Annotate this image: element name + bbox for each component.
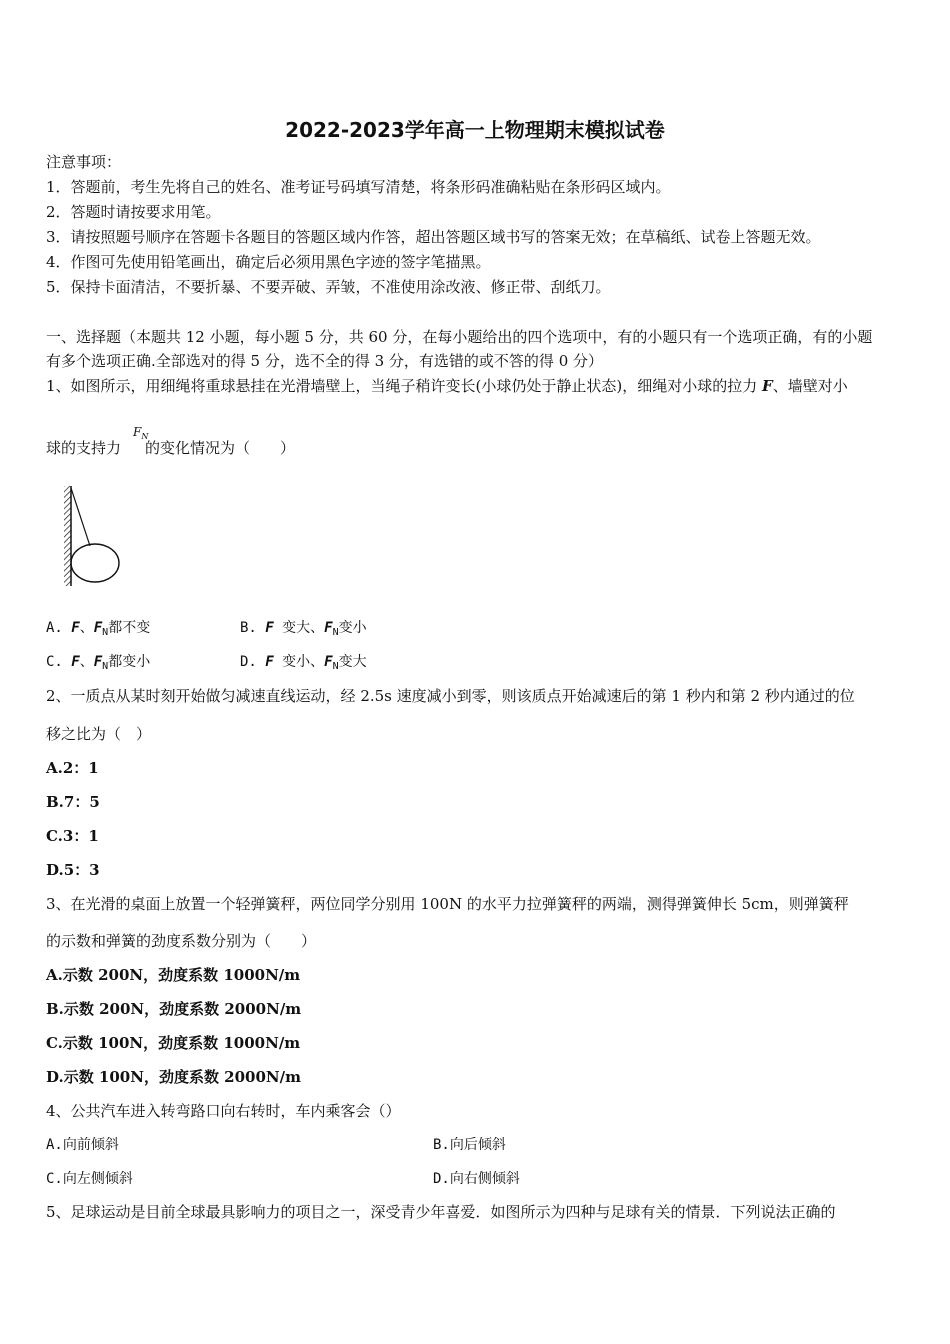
q3-option-d[interactable]: D.示数 100N，劲度系数 2000N/m — [46, 1068, 301, 1086]
question-5-text: 5、足球运动是目前全球最具影响力的项目之一，深受青少年喜爱．如图所示为四种与足球有关的情景．下列说法正确的 — [46, 1203, 836, 1221]
q4-option-d[interactable]: D.向右侧倾斜 — [433, 1171, 520, 1187]
q3-option-b[interactable]: B.示数 200N，劲度系数 2000N/m — [46, 1000, 302, 1018]
q3-option-c[interactable]: C.示数 100N，劲度系数 1000N/m — [46, 1034, 301, 1052]
rope-line — [71, 488, 90, 546]
q4-option-c[interactable]: C.向左侧倾斜 — [46, 1171, 133, 1187]
question-3-text-cont: 的示数和弹簧的劲度系数分别为（ ） — [46, 932, 317, 950]
q3-option-a[interactable]: A.示数 200N，劲度系数 1000N/m — [46, 966, 301, 984]
question-4-text: 4、公共汽车进入转弯路口向右转时，车内乘客会（） — [46, 1102, 401, 1120]
page-title: 2022-2023学年高一上物理期末模拟试卷 — [285, 118, 665, 142]
q1-option-c[interactable]: C. F、$F_N$都变小 — [46, 654, 151, 672]
notice-item: 1．答题前，考生先将自己的姓名、准考证号码填写清楚，将条形码准确粘贴在条形码区域内。 — [46, 178, 671, 196]
notice-item: 2．答题时请按要求用笔。 — [46, 203, 221, 221]
question-1-text: 1、如图所示，用细绳将重球悬挂在光滑墙壁上，当绳子稍许变长(小球仍处于静止状态)，细绳对小球的拉力 F、墙壁对小 — [46, 377, 848, 395]
ball-circle — [71, 544, 119, 582]
wall-hatch — [64, 486, 71, 586]
question-2-text-cont: 移之比为（ ） — [46, 725, 152, 743]
support-force-symbol: $F_N$ — [133, 425, 149, 441]
question-3-text: 3、在光滑的桌面上放置一个轻弹簧秤，两位同学分别用 100N 的水平力拉弹簧秤的两端，测得弹簧伸长 5cm，则弹簧秤 — [46, 895, 849, 913]
q4-option-a[interactable]: A.向前倾斜 — [46, 1137, 119, 1153]
section-heading-cont: 有多个选项正确.全部选对的得 5 分，选不全的得 3 分，有选错的或不答的得 0 分） — [46, 352, 604, 370]
q4-option-b[interactable]: B.向后倾斜 — [433, 1137, 506, 1153]
question-1-text-cont: 球的支持力 的变化情况为（ ） — [46, 439, 296, 457]
q1-option-d[interactable]: D. F 变小、$F_N$变大 — [240, 654, 367, 672]
notice-heading: 注意事项： — [46, 153, 122, 171]
section-heading: 一、选择题（本题共 12 小题，每小题 5 分，共 60 分，在每小题给出的四个选项中，有的小题只有一个选项正确，有的小题 — [46, 328, 873, 346]
notice-item: 5．保持卡面清洁，不要折暴、不要弄破、弄皱，不准使用涂改液、修正带、刮纸刀。 — [46, 278, 611, 296]
wall-ball-diagram — [60, 484, 140, 596]
q2-option-d[interactable]: D.5：3 — [46, 861, 100, 879]
notice-item: 3．请按照题号顺序在答题卡各题目的答题区域内作答，超出答题区域书写的答案无效；在草稿纸、试卷上答题无效。 — [46, 228, 821, 246]
q1-option-a[interactable]: A. F、$F_N$都不变 — [46, 620, 151, 638]
force-symbol: F — [762, 377, 773, 395]
question-2-text: 2、一质点从某时刻开始做匀减速直线运动，经 2.5s 速度减小到零，则该质点开始减速后的第 1 秒内和第 2 秒内通过的位 — [46, 687, 855, 705]
q2-option-c[interactable]: C.3：1 — [46, 827, 99, 845]
q2-option-b[interactable]: B.7：5 — [46, 793, 100, 811]
q2-option-a[interactable]: A.2：1 — [46, 759, 99, 777]
notice-item: 4．作图可先使用铅笔画出，确定后必须用黑色字迹的签字笔描黑。 — [46, 253, 491, 271]
q1-option-b[interactable]: B. F 变大、$F_N$变小 — [240, 620, 367, 638]
